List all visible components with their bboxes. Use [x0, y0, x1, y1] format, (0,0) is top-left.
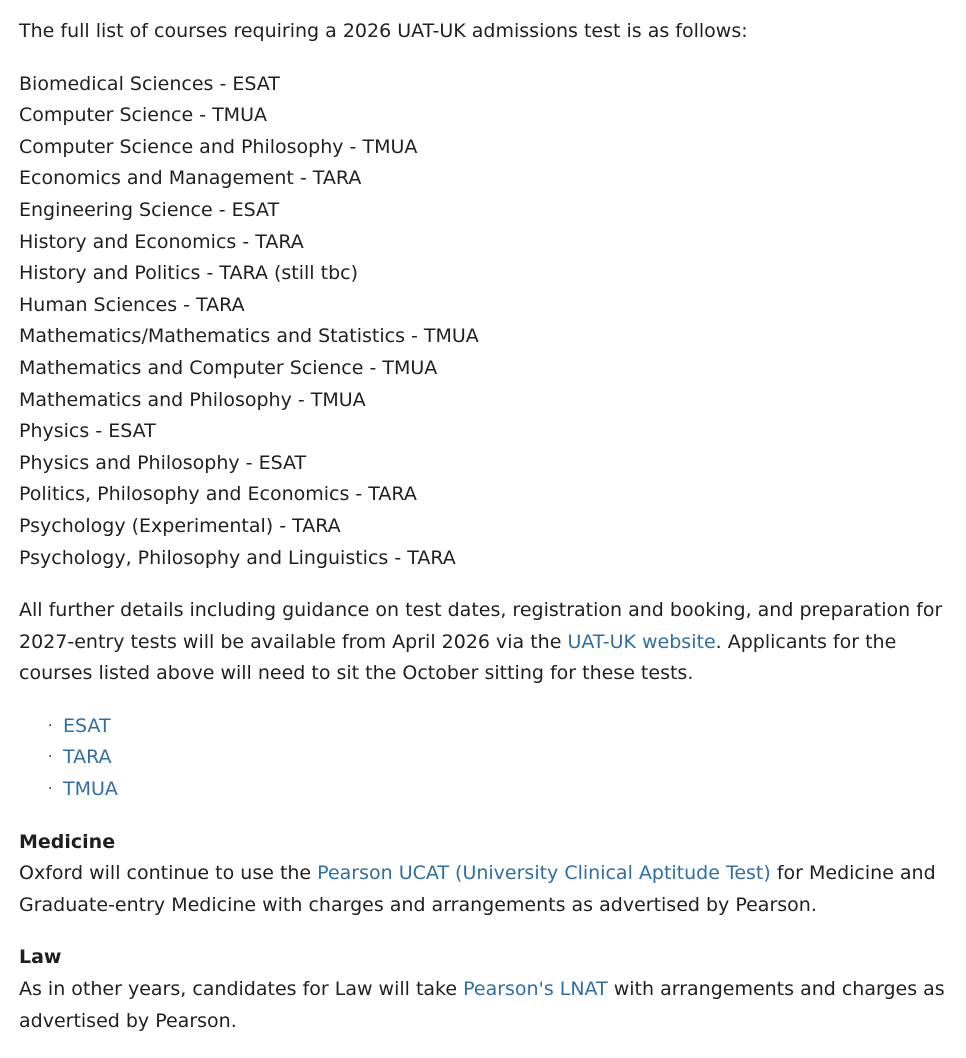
- course-item: History and Politics - TARA (still tbc): [19, 262, 358, 285]
- course-item: Economics and Management - TARA: [19, 167, 362, 190]
- article-content: [19, 16, 954, 1058]
- course-item: History and Economics - TARA: [19, 230, 304, 253]
- medicine-text-before: Oxford will continue to use the: [19, 862, 318, 885]
- course-item: Computer Science - TMUA: [19, 104, 267, 127]
- details-text-after: . Applicants for the courses listed above will need to sit the October sitting for these tests.: [19, 630, 897, 685]
- course-item: Physics - ESAT: [19, 420, 156, 443]
- law-text-before: As in other years, candidates for Law will take: [19, 978, 464, 1001]
- medicine-heading: Medicine: [19, 830, 116, 853]
- intro-paragraph: The full list of courses requiring a 2026 UAT-UK admissions test is as follows:: [19, 20, 748, 42]
- course-item: Psychology, Philosophy and Linguistics - TARA: [19, 546, 456, 569]
- course-item: Engineering Science - ESAT: [19, 198, 280, 221]
- medicine-text-after: for Medicine and Graduate-entry Medicine with charges and arrangements as advertised by Pearson.: [19, 862, 936, 916]
- details-text-before: All further details including guidance on test dates, registration and booking, and preparation for 2027-entry tests will be available from April 2026 via the: [19, 599, 943, 653]
- test-link-item: [48, 774, 954, 806]
- test-link-item: [48, 742, 954, 774]
- esat-link[interactable]: ESAT: [63, 714, 111, 737]
- test-link-item: [48, 711, 954, 743]
- tara-link[interactable]: TARA: [63, 746, 112, 769]
- bullet-icon: ·: [48, 781, 53, 798]
- test-links-list: [19, 711, 954, 806]
- law-section: [19, 942, 954, 1037]
- law-heading: Law: [19, 946, 62, 969]
- course-item: Mathematics/Mathematics and Statistics - TMUA: [19, 325, 479, 348]
- course-item: Computer Science and Philosophy - TMUA: [19, 135, 418, 158]
- course-list: [19, 69, 954, 575]
- course-item: Mathematics and Philosophy - TMUA: [19, 388, 366, 411]
- law-text-after: with arrangements and charges as advertised by Pearson.: [19, 978, 945, 1032]
- pearson-lnat-link[interactable]: Pearson's LNAT: [463, 978, 608, 1001]
- course-item: Biomedical Sciences - ESAT: [19, 72, 280, 95]
- bullet-icon: ·: [48, 717, 53, 734]
- bullet-icon: ·: [48, 749, 53, 766]
- course-item: Physics and Philosophy - ESAT: [19, 451, 307, 474]
- details-paragraph: [19, 595, 954, 690]
- tmua-link[interactable]: TMUA: [63, 778, 118, 801]
- course-item: Human Sciences - TARA: [19, 293, 245, 316]
- course-item: Mathematics and Computer Science - TMUA: [19, 356, 438, 379]
- law-paragraph: [19, 974, 954, 1037]
- medicine-paragraph: [19, 858, 954, 921]
- uat-uk-website-link[interactable]: UAT-UK website: [567, 630, 716, 653]
- course-item: Psychology (Experimental) - TARA: [19, 514, 341, 537]
- course-item: Politics, Philosophy and Economics - TARA: [19, 483, 417, 506]
- pearson-ucat-link[interactable]: Pearson UCAT (University Clinical Aptitude Test): [317, 862, 771, 885]
- medicine-section: [19, 827, 954, 922]
